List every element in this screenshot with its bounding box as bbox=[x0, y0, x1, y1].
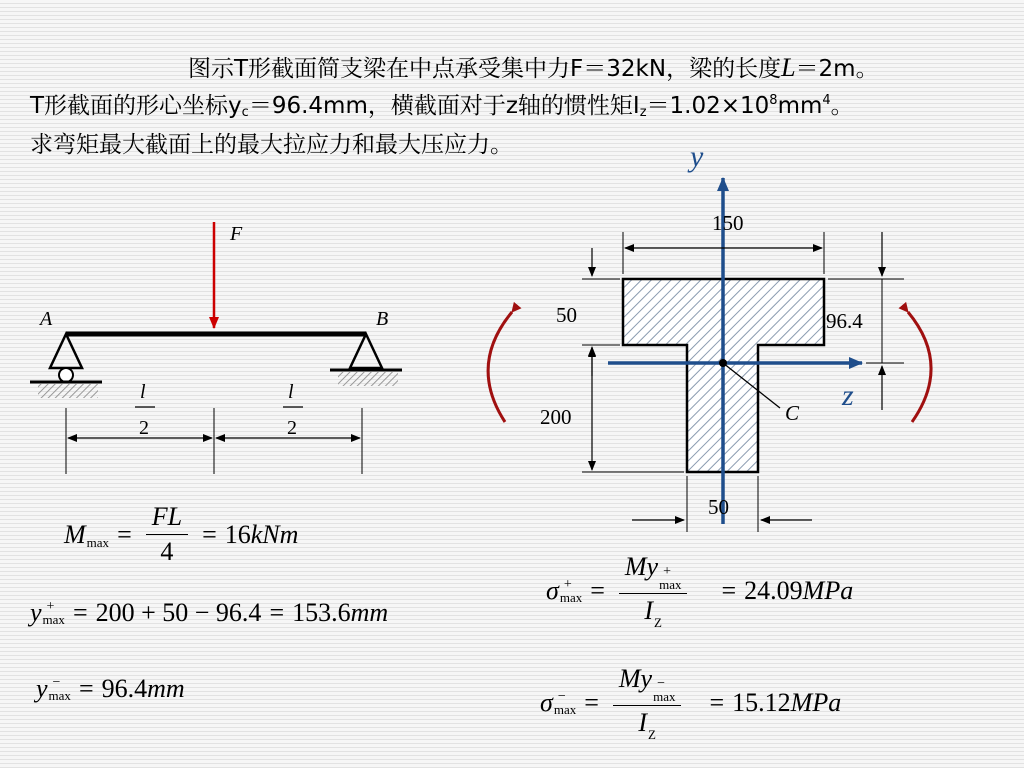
moment-arrow-left bbox=[488, 312, 512, 422]
half-span-label-right bbox=[283, 381, 303, 439]
eq-ymax-plus: y + max = 200 + 50 − 96.4 = 153.6 mm bbox=[30, 598, 389, 627]
support-left bbox=[30, 334, 102, 398]
t-section bbox=[488, 140, 931, 532]
problem-line-1: 图示T形截面简支梁在中点承受集中力F＝32kN，梁的长度L＝2m。 bbox=[188, 53, 879, 82]
svg-text:2: 2 bbox=[139, 417, 149, 439]
problem-line-3: 求弯矩最大截面上的最大拉应力和最大压应力。 bbox=[30, 132, 513, 158]
y-axis-label: y bbox=[690, 140, 704, 173]
dim-label-flange-thickness: 50 bbox=[556, 303, 577, 327]
problem-line-2: T形截面的形心坐标$y_c=96.4mm$，横截面对于z轴的惯性矩$I_z=1.02\times 10^8mm^4$。 bbox=[30, 93, 854, 120]
centroid-label: C bbox=[785, 401, 800, 425]
support-right-label: B bbox=[376, 308, 389, 330]
svg-text:l: l bbox=[140, 381, 146, 403]
moment-arrow-right bbox=[908, 312, 931, 422]
z-axis-label: z bbox=[842, 379, 854, 412]
eq-ymax-minus: y − max = 96.4 mm bbox=[36, 674, 185, 703]
svg-text:2: 2 bbox=[287, 417, 297, 439]
eq-sigma-plus: σ + max = My + max $I_Z$ = 24.09 MPa bbox=[546, 552, 854, 630]
dim-label-centroid-height: 96.4 bbox=[826, 309, 863, 333]
dim-label-web-height: 200 bbox=[540, 405, 572, 429]
eq-mmax: M max = $\frac{FL}{4}$ = 16 kNm bbox=[64, 502, 299, 566]
support-left-label: A bbox=[40, 308, 53, 330]
half-span-label-left bbox=[135, 381, 155, 439]
load-label: F bbox=[230, 223, 243, 245]
eq-sigma-minus: σ − max = My − max $I_Z$ = 15.12 MPa bbox=[540, 664, 842, 742]
svg-text:l: l bbox=[288, 381, 294, 403]
beam-diagram bbox=[30, 222, 402, 474]
support-right bbox=[330, 334, 402, 386]
dim-label-web-width: 50 bbox=[708, 495, 729, 519]
dim-label-flange-width: 150 bbox=[712, 211, 744, 235]
